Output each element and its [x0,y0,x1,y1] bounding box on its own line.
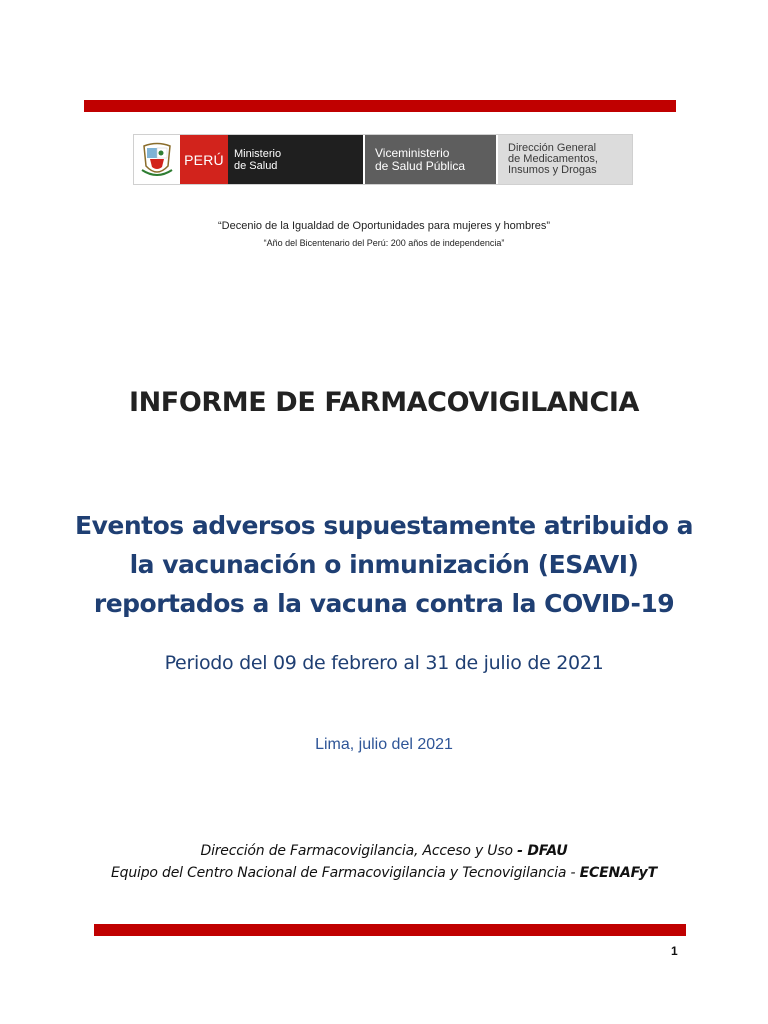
subtitle-line-2: la vacunación o inmunización (ESAVI) [129,550,639,579]
footer-line-2 [0,865,768,881]
top-red-rule [84,100,676,112]
document-title: INFORME DE FARMACOVIGILANCIA [128,387,640,418]
footer-line1-text: Dirección de Farmacovigilancia, Acceso y Uso [200,843,518,859]
motto-line-2: “Año del Bicentenario del Perú: 200 años de independencia” [263,238,505,248]
place-date: Lima, julio del 2021 [315,736,453,753]
ministry-line1: Ministerio [234,147,282,160]
vice-line1: Viceministerio [375,145,450,160]
bottom-red-rule [94,924,686,936]
peru-label: PERÚ [184,151,224,168]
footer-line1-acronym: - DFAU [517,843,568,859]
peru-coat-of-arms-icon [134,135,180,184]
vice-line2: de Salud Pública [375,158,466,173]
page-number: 1 [671,944,678,958]
direction-line2: de Medicamentos, [508,153,598,165]
footer-line2-text: Equipo del Centro Nacional de Farmacovigilancia y Tecnovigilancia - [111,865,580,881]
subtitle-line-1: Eventos adversos supuestamente atribuido a [75,511,693,540]
report-period: Periodo del 09 de febrero al 31 de julio de 2021 [164,652,604,674]
direction-line1: Dirección General [508,142,597,154]
ministry-logo-banner [133,134,633,185]
footer-line-1 [0,843,768,859]
viceministry-block [363,135,496,184]
peru-label-block [180,135,228,184]
direction-line3: Insumos y Drogas [508,164,597,176]
subtitle-line-3: reportados a la vacuna contra la COVID-19 [93,589,675,618]
ministry-line2: de Salud [234,159,278,172]
direction-block [496,135,632,184]
document-subtitle [0,506,768,623]
ministry-block [228,135,363,184]
footer-line2-acronym: ECENAFyT [579,865,657,881]
motto-line-1: “Decenio de la Igualdad de Oportunidades para mujeres y hombres” [217,220,551,232]
